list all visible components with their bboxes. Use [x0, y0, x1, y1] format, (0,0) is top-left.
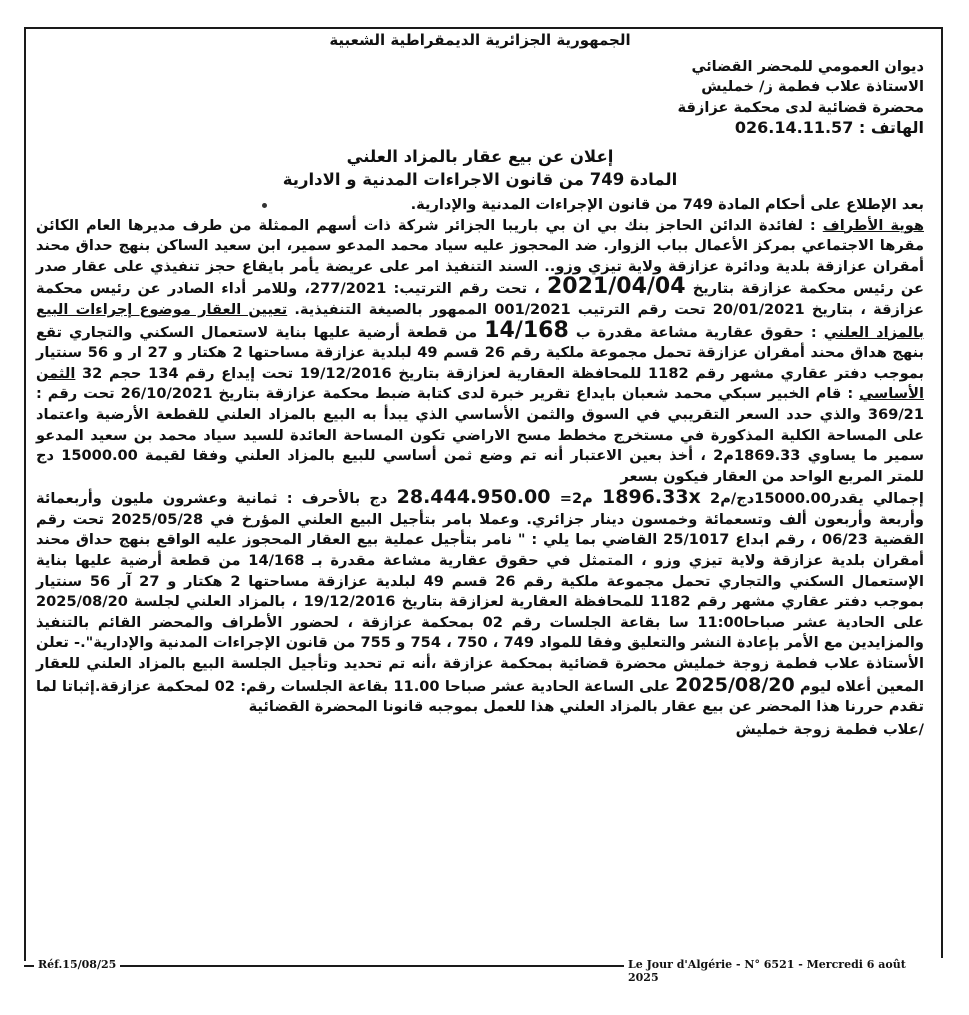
- notice-body: [36, 195, 924, 740]
- session-text: على الساعة الحادية عشر صباحا 11.00 بقاعة الجلسات رقم: 02 لمحكمة عزازقة.إثباتا لما تقدم حررنا هذا المحضر عن بيع عقار بالمزاد العلني هذا للعمل بموجبه قانونا المحضرة القضائية: [36, 677, 924, 716]
- base-price-label: الثمن الأساسي: [36, 364, 924, 403]
- total-suffix: دج بالأحرف :: [286, 490, 388, 508]
- base-price-text: : قام الخبير سبكي محمد شعبان بايداع تقرير خبرة لدى كتابة ضبط محكمة عزازقة بتاريخ 26/10/2021 تحت رقم : 369/21 والذي حدد السعر التقريبي في السوق والثمن الأساسي الذي يبدأ به البيع بالمزاد العلني للقطعة الأرضية واعتماد على المساحة الكلية المذكورة في مستخرج مخطط مسح الاراضي تكون المساحة العائدة للسيد سياد محمد بن سعيد المدعو سمير ما يساوي 1869.33م2 ، أخذ بعين الاعتبار أنه تم وضع ثمن أساسي للبيع بالمزاد العلني وفقا لقيمة 15000.00 دج للمتر المربع الواحد من العقار فيكون بسعر: [36, 385, 924, 485]
- signature: /علاب فطمة زوجة خمليش: [735, 720, 924, 738]
- bailiff-name: الاستاذة علاب فطمة ز/ خمليش: [701, 78, 924, 96]
- speck-mark: [262, 203, 267, 208]
- intro-text: بعد الإطلاع على أحكام المادة 749 من قانون الإجراءات المدنية والإدارية.: [410, 195, 924, 213]
- property-label: تعيين العقار موضوع إجراءات البيع بالمزاد العلني: [36, 300, 924, 341]
- office-name: ديوان العمومي للمحضر القضائي: [691, 57, 924, 75]
- total-unit: م2=: [559, 490, 593, 508]
- court-name: محضرة قضائية لدى محكمة عزازقة: [677, 98, 924, 116]
- parties-text: : لفائدة الدائن الحاجز بنك بي ان بي باريبا الجزائر شركة ذات أسهم الممثلة من طرف مديرها العام الكائن مقرها الاجتماعي بمركز الأعمال بباب الزوار. ضد المحجوز عليه سياد محمد المدعو سمير، ابن سعيد الساكن بنهج حداق محند أمقران عزازقة بلدية ودائرة عزازقة ولاية تيزي وزو.. السند التنفيذ امر على عريضة يأمر بايقاع حجز تنفيذي على عقار صدر عن رئيس محكمة عزازقة بتاريخ: [36, 216, 924, 298]
- footer-publication: Le Jour d'Algérie - N° 6521 - Mercredi 6 août 2025: [624, 958, 943, 984]
- property-text: من قطعة أرضية عليها بناية لاستعمال السكني والتجاري تقع بنهج هداق محند أمقران عزازقة تحمل مجموعة ملكية رقم 26 قسم 49 لبلدية عزازقة مساحتها 2 هكتار و 27 ار و 56 سنتيار بموجب دفتر عقاري مشهر رقم 1182 للمحافظة العقارية لعزازقة بتاريخ 19/12/2016 تحت إيداع رقم 134 حجم 32: [36, 323, 925, 382]
- phone-value: 026.14.11.57: [734, 118, 854, 138]
- parties-label: هوية الأطراف: [822, 216, 924, 234]
- announcement-subtitle: المادة 749 من قانون الاجراءات المدنية و الادارية: [282, 169, 678, 189]
- words-text: ثمانية وعشرون مليون وأربعمائة وأربعة وأربعون ألف وتسعمائة وخمسون دينار جزائري. وعملا بامر بتأجيل البيع العلني المؤرخ في 2025/05/28 تحت رقم القضية 06/23 ، رقم ابداع 25/1017 القاضي بما يلي : " نامر بتأجيل عملية بيع العقار المحجوز عليه الواقع بنهج حداق محند أمقران بلدية عزازقة ولاية تيزي وزو ، المتمثل في حقوق عقارية مشاعة مقدرة بـ 14/168 من قطعة أرضية عليها بناية الإستعمال السكني والتجاري تحمل مجموعة ملكية رقم 26 قسم 49 لبلدية عزازقة مساحتها 2 هكتار و 27 آر 56 سنتيار بموجب دفتر عقاري مشهر رقم 1182 للمحافظة العقارية لعزازقة بتاريخ 19/12/2016 ، بالمزاد العلني لجلسة 2025/08/20 على الحادية عشر صباحا11:00 سا بقاعة الجلسات رقم 02 بمحكمة عزازقة ، لحضور الأطراف والمحضر القائم بالتنفيذ والمزايدين مع الأمر بإعادة النشر والتعليق وفقا للمواد 749 ، 750 ، 754 و 755 من قانون الإجراءات المدنية والإدارية".- تعلن الأستاذة علاب فطمة زوجة خمليش محضرة قضائية بمحكمة عزازقة ،أنه تم تحديد وتأجيل الجلسة البيع بالمزاد العلني للعقار المعين أعلاه ليوم: [36, 490, 925, 695]
- republic-heading: الجمهورية الجزائرية الديمقراطية الشعبية: [329, 31, 631, 49]
- total-line: [278, 486, 924, 509]
- order-text: ، تحت رقم الترتيب: 277/2021، وللامر أداء الصادر عن رئيس محكمة عزازقة ، بتاريخ 20/01/2021 تحت رقم الترتيب 001/2021 الممهور بالصيغة التنفيذية.: [36, 280, 924, 318]
- total-value: 28.444.950.00: [396, 486, 551, 509]
- share-fraction: 14/168: [484, 317, 569, 343]
- phone-line: [36, 118, 924, 139]
- footer-ref: Réf.15/08/25: [34, 958, 120, 971]
- total-area: 1896.33x: [602, 486, 701, 509]
- session-date: 2025/08/20: [675, 673, 795, 696]
- order-date: 2021/04/04: [547, 274, 686, 300]
- property-intro: : حقوق عقارية مشاعة مقدرة ب: [575, 323, 817, 341]
- total-prefix: إجمالي يقدر15000.00دج/م2: [710, 490, 924, 508]
- page-footer: [24, 956, 943, 984]
- announcement-title: إعلان عن بيع عقار بالمزاد العلني: [346, 146, 614, 166]
- announcement-heading: [36, 145, 924, 191]
- legal-notice: [36, 30, 924, 740]
- phone-label: الهاتف :: [858, 118, 924, 138]
